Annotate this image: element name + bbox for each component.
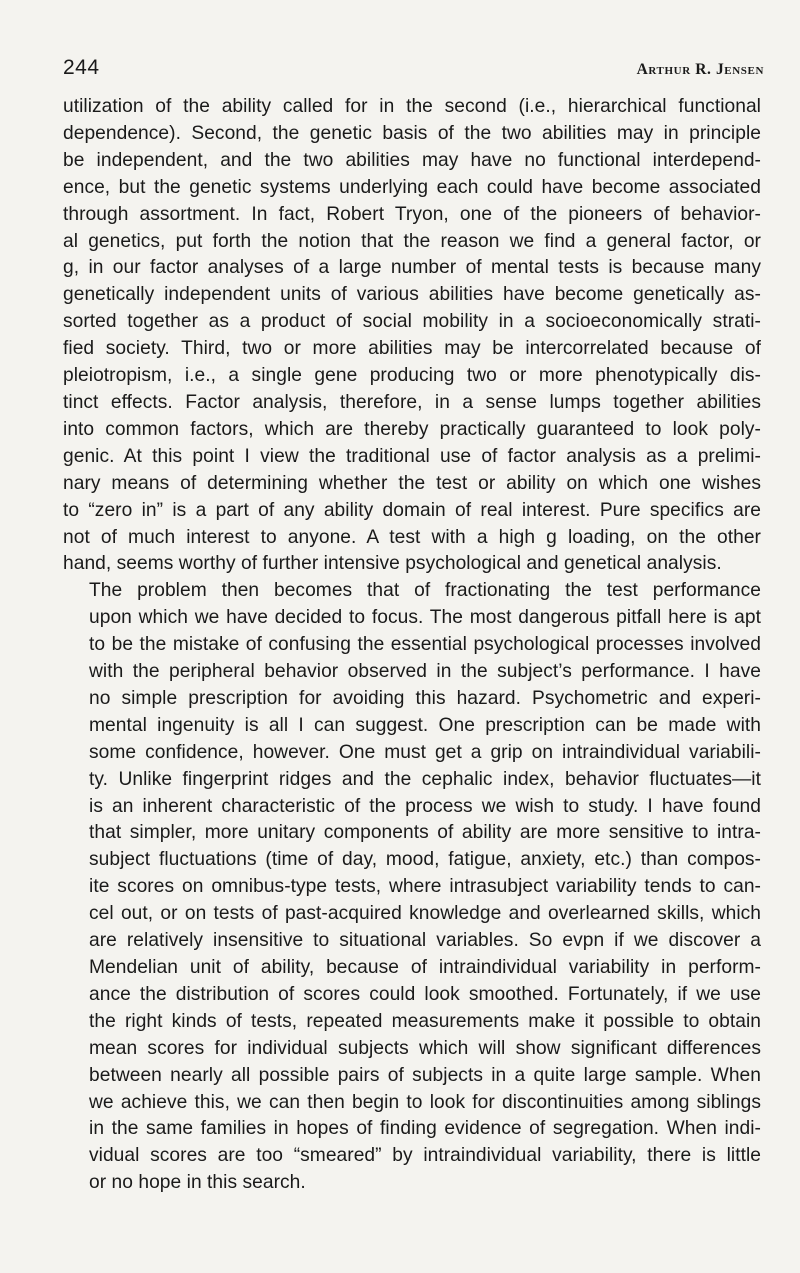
text-line: ite scores on omnibus-type tests, where intrasubject variability tends to can- [89, 876, 761, 898]
text-line: ty. Unlike fingerprint ridges and the cephalic index, behavior fluctuates—it [89, 768, 761, 790]
running-head-author: Arthur R. Jensen [636, 61, 764, 78]
text-line: The problem then becomes that of fractionating the test performance [89, 580, 761, 602]
text-line: we achieve this, we can then begin to look for discontinuities among siblings [89, 1091, 761, 1113]
text-line: no simple prescription for avoiding this hazard. Psychometric and experi- [89, 687, 761, 709]
text-line: vidual scores are too “smeared” by intraindividual variability, there is little [89, 1145, 761, 1167]
text-line: genic. At this point I view the traditional use of factor analysis as a prelimi- [63, 445, 761, 467]
text-line: in the same families in hopes of finding evidence of segregation. When indi- [89, 1118, 761, 1140]
text-line: subject fluctuations (time of day, mood, fatigue, anxiety, etc.) than compos- [89, 849, 761, 871]
running-head [63, 56, 764, 86]
text-line: mean scores for individual subjects which will show significant differences [89, 1037, 761, 1059]
text-line: not of much interest to anyone. A test with a high g loading, on the other [63, 526, 761, 548]
text-line: some confidence, however. One must get a grip on intraindividual variabili- [89, 741, 761, 763]
text-line: genetically independent units of various abilities have become genetically as- [63, 284, 761, 306]
text-line: into common factors, which are thereby practically guaranteed to look poly- [63, 418, 761, 440]
text-line: tinct effects. Factor analysis, therefore, in a sense lumps together abilities [63, 391, 761, 413]
text-line: sorted together as a product of social mobility in a socioeconomically strati- [63, 311, 761, 333]
text-line: or no hope in this search. [89, 1172, 306, 1194]
text-line: hand, seems worthy of further intensive psychological and genetical analysis. [63, 553, 722, 575]
text-line: be independent, and the two abilities may have no functional interdepend- [63, 149, 761, 171]
text-line: to “zero in” is a part of any ability domain of real interest. Pure specifics are [63, 499, 761, 521]
text-line: cel out, or on tests of past-acquired knowledge and overlearned skills, which [89, 903, 761, 925]
text-line: dependence). Second, the genetic basis of the two abilities may in principle [63, 122, 761, 144]
text-line: mental ingenuity is all I can suggest. One prescription can be made with [89, 714, 761, 736]
text-line: fied society. Third, two or more abilities may be intercorrelated because of [63, 338, 761, 360]
book-page [63, 56, 764, 1197]
text-line: al genetics, put forth the notion that the reason we find a general factor, or [63, 230, 761, 252]
page-number: 244 [63, 56, 100, 79]
paragraph-2 [63, 578, 761, 1197]
body-text [63, 94, 761, 1197]
text-line: between nearly all possible pairs of subjects in a quite large sample. When [89, 1064, 761, 1086]
text-line: nary means of determining whether the test or ability on which one wishes [63, 472, 761, 494]
text-line: the right kinds of tests, repeated measurements make it possible to obtain [89, 1010, 761, 1032]
text-line: is an inherent characteristic of the process we wish to study. I have found [89, 795, 761, 817]
text-line: that simpler, more unitary components of ability are more sensitive to intra- [89, 822, 761, 844]
text-line: g, in our factor analyses of a large number of mental tests is because many [63, 257, 761, 279]
text-line: through assortment. In fact, Robert Tryon, one of the pioneers of behavior- [63, 203, 761, 225]
text-line: utilization of the ability called for in the second (i.e., hierarchical functional [63, 96, 761, 117]
text-line: with the peripheral behavior observed in the subject’s performance. I have [89, 661, 761, 683]
paragraph-1 [63, 94, 761, 578]
text-line: to be the mistake of confusing the essential psychological processes involved [89, 634, 761, 656]
text-line: pleiotropism, i.e., a single gene producing two or more phenotypically dis- [63, 365, 761, 387]
text-line: Mendelian unit of ability, because of intraindividual variability in perform- [89, 957, 761, 978]
text-line: upon which we have decided to focus. The most dangerous pitfall here is apt [89, 607, 761, 629]
text-line: ance the distribution of scores could look smoothed. Fortunately, if we use [89, 983, 761, 1005]
text-line: are relatively insensitive to situational variables. So evpn if we discover a [89, 930, 761, 952]
text-line: ence, but the genetic systems underlying each could have become associated [63, 176, 761, 198]
